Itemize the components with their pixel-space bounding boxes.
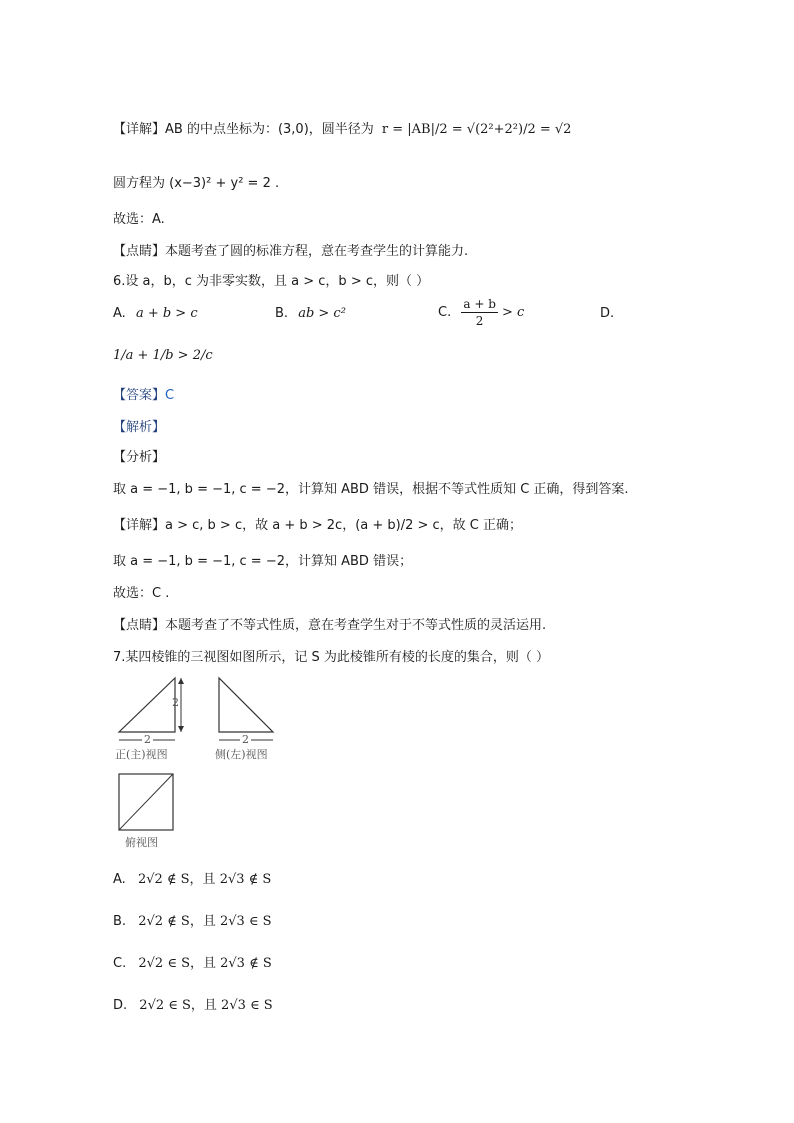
q6-detail-tag: 【详解】 (113, 518, 166, 533)
q6-fenxi-text: 取 a = −1, b = −1, c = −2，计算知 ABD 错误，根据不等式性质知 C 正确，得到答案. (113, 482, 629, 497)
q6-choose: 故选：C . (113, 586, 170, 601)
q6-option-c-tail: > c (502, 305, 525, 320)
q6-option-c-num: a + b (463, 297, 496, 311)
q7-option-a-letter: A. (113, 872, 126, 887)
q6-option-c-letter: C. (438, 305, 452, 320)
q5-comment (113, 240, 468, 259)
q5-detail-text: AB 的中点坐标为：(3,0)，圆半径为 (165, 122, 374, 137)
q6-answer-value: C (165, 388, 175, 403)
front-width-label: 2 (144, 733, 151, 746)
q6-option-d-text: 1/a + 1/b > 2/c (113, 348, 213, 363)
q6-detail-text: a > c, b > c，故 a + b > 2c，(a + b)/2 > c，故 C 正确； (165, 518, 523, 533)
q6-option-c-den: 2 (475, 314, 484, 328)
front-height-label: 2 (172, 696, 179, 709)
q6-answer-tag: 【答案】 (113, 388, 166, 403)
q7-option-d (113, 994, 273, 1013)
q5-detail-line (113, 118, 571, 137)
q6-fenxi-tag: 【分析】 (113, 450, 166, 465)
q6-comment-tag: 【点睛】 (113, 618, 166, 633)
q6-option-d-letter: D. (600, 306, 615, 321)
q7-option-c (113, 952, 272, 971)
q7-option-a-text: 2√2 ∉ S，且 2√3 ∉ S (137, 872, 272, 887)
q6-option-b-letter: B. (275, 306, 289, 321)
side-view-caption: 侧(左)视图 (215, 748, 268, 761)
q6-detail-line (113, 514, 522, 533)
top-view-caption: 俯视图 (125, 836, 158, 849)
q6-option-a-text: a + b > c (135, 306, 198, 321)
front-height-arrowhead-top (178, 678, 184, 684)
q5-choose: 故选：A. (113, 212, 165, 227)
q5-comment-tag: 【点睛】 (113, 244, 166, 259)
q7-option-c-text: 2√2 ∈ S，且 2√3 ∉ S (138, 956, 272, 971)
top-view-diagonal (119, 774, 173, 830)
q7-option-b-letter: B. (113, 914, 127, 929)
q6-stem: 6.设 a，b，c 为非零实数，且 a > c，b > c，则（ ） (113, 274, 430, 289)
q6-answer (113, 384, 174, 403)
q5-detail-tag: 【详解】 (113, 122, 166, 137)
q7-option-d-text: 2√2 ∈ S，且 2√3 ∈ S (139, 998, 273, 1013)
q6-comment (113, 614, 546, 633)
q7-three-view-figure (113, 674, 313, 854)
front-view-caption: 正(主)视图 (115, 748, 168, 761)
q5-comment-text: 本题考查了圆的标准方程，意在考查学生的计算能力. (165, 244, 469, 259)
q7-option-c-letter: C. (113, 956, 127, 971)
q6-option-c (438, 296, 524, 329)
q6-option-b (275, 306, 346, 321)
q6-option-b-text: ab > c² (298, 306, 346, 321)
q7-option-b (113, 910, 272, 929)
q7-stem: 7.某四棱锥的三视图如图所示，记 S 为此棱锥所有棱的长度的集合，则（ ） (113, 650, 550, 665)
q6-option-a (113, 306, 198, 321)
front-view-triangle (119, 678, 175, 732)
q5-radius-expr: r = |AB|/2 = √(2²+2²)/2 = √2 (381, 122, 572, 137)
q5-equation-line: 圆方程为 (x−3)² + y² = 2 . (113, 176, 280, 191)
q7-option-d-letter: D. (113, 998, 128, 1013)
q6-option-c-fraction (461, 296, 498, 329)
q6-comment-text: 本题考查了不等式性质，意在考查学生对于不等式性质的灵活运用. (165, 618, 547, 633)
q6-option-a-letter: A. (113, 306, 126, 321)
q7-option-a (113, 868, 271, 887)
front-height-arrowhead-bottom (178, 726, 184, 732)
q7-option-b-text: 2√2 ∉ S，且 2√3 ∈ S (138, 914, 272, 929)
side-width-label: 2 (242, 733, 249, 746)
q6-analysis-tag: 【解析】 (113, 420, 166, 435)
q6-detail-text-2: 取 a = −1, b = −1, c = −2，计算知 ABD 错误； (113, 554, 413, 569)
side-view-triangle (219, 678, 273, 732)
